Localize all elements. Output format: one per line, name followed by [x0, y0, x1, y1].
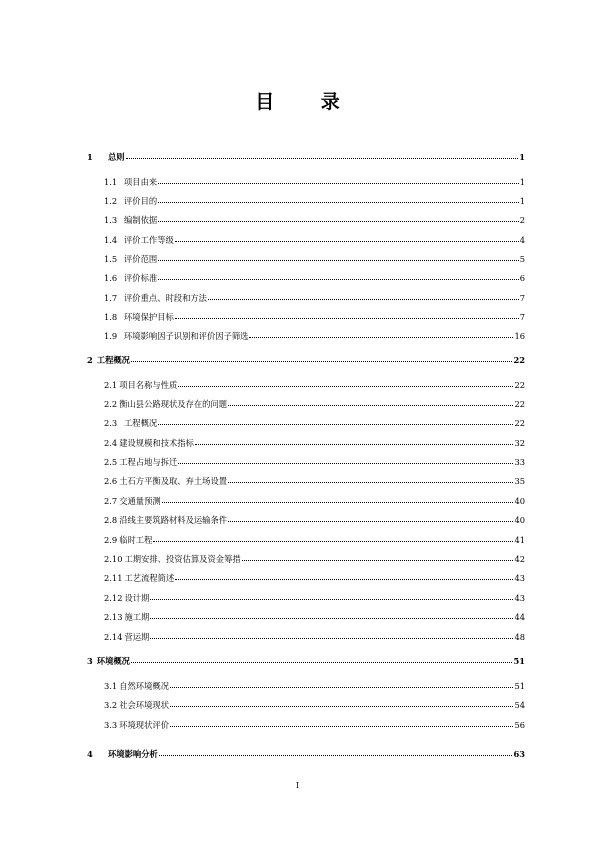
- toc-entry-title: 工艺流程简述: [124, 573, 175, 583]
- toc-entry-title: 环境影响因子识别和评价因子筛选: [124, 331, 249, 341]
- toc-entry-title: 工程占地与拆迁: [119, 457, 178, 467]
- page-number: I: [295, 781, 300, 790]
- toc-entry-title: 设计期: [124, 593, 150, 603]
- toc-entry-page: 51: [513, 656, 525, 666]
- toc-leader-dots: [242, 559, 514, 561]
- toc-leader-dots: [162, 501, 514, 503]
- toc-section-entry[interactable]: [104, 573, 525, 583]
- toc-entry-title: 总则: [108, 152, 125, 162]
- toc-entry-page: 1: [519, 177, 525, 187]
- toc-entry-number: 1.1: [104, 177, 118, 187]
- toc-entry-title: 项目名称与性质: [119, 380, 178, 390]
- toc-entry-number: 2.5: [104, 457, 118, 467]
- toc-entry-page: 22: [513, 355, 525, 365]
- toc-leader-dots: [150, 617, 513, 619]
- toc-section-entry[interactable]: [104, 196, 525, 206]
- toc-entry-page: 43: [514, 593, 525, 603]
- toc-entry-title: 工程概况: [124, 418, 158, 428]
- toc-leader-dots: [158, 423, 513, 425]
- toc-entry-title: 评价目的: [124, 196, 158, 206]
- toc-entry-number: 1.7: [104, 293, 118, 303]
- toc-entry-title: 评价重点、时段和方法: [124, 293, 207, 303]
- toc-leader-dots: [170, 725, 513, 727]
- toc-entry-number: 1.6: [104, 273, 118, 283]
- toc-entry-page: 40: [514, 515, 525, 525]
- toc-chapter-entry[interactable]: [87, 749, 525, 759]
- toc-chapter-entry[interactable]: [87, 152, 525, 162]
- toc-entry-page: 5: [519, 254, 525, 264]
- toc-entry-page: 1: [519, 152, 525, 162]
- toc-section-entry[interactable]: [104, 235, 525, 245]
- toc-entry-title: 衡山县公路现状及存在的问题: [119, 399, 228, 409]
- toc-section-entry[interactable]: [104, 418, 525, 428]
- toc-section-entry[interactable]: [104, 312, 525, 322]
- toc-entry-number: 2.11: [104, 573, 123, 583]
- toc-entry-title: 环境概况: [96, 656, 130, 666]
- toc-entry-number: 2.4: [104, 438, 118, 448]
- toc-entry-title: 建设规模和技术指标: [119, 438, 194, 448]
- toc-entry-page: 54: [514, 700, 525, 710]
- toc-entry-number: 2.13: [104, 612, 123, 622]
- toc-entry-number: 1.8: [104, 312, 118, 322]
- toc-entry-page: 56: [514, 720, 525, 730]
- toc-entry-page: 48: [514, 632, 525, 642]
- toc-chapter-entry[interactable]: [87, 355, 525, 365]
- toc-leader-dots: [158, 259, 519, 261]
- toc-leader-dots: [158, 220, 519, 222]
- toc-leader-dots: [195, 443, 514, 445]
- toc-section-entry[interactable]: [104, 535, 525, 545]
- toc-entry-number: 1.2: [104, 196, 118, 206]
- toc-entry-title: 营运期: [124, 632, 150, 642]
- toc-section-entry[interactable]: [104, 554, 525, 564]
- toc-leader-dots: [150, 598, 513, 600]
- toc-leader-dots: [158, 278, 519, 280]
- toc-entry-title: 社会环境现状: [119, 700, 169, 710]
- toc-entry-title: 评价工作等级: [124, 235, 174, 245]
- toc-entry-page: 1: [519, 196, 525, 206]
- toc-leader-dots: [178, 385, 513, 387]
- toc-section-entry[interactable]: [104, 476, 525, 486]
- toc-entry-number: 2.8: [104, 515, 118, 525]
- toc-entry-title: 环境现状评价: [119, 720, 169, 730]
- toc-entry-page: 2: [519, 215, 525, 225]
- toc-entry-title: 交通量预测: [119, 496, 161, 506]
- toc-entry-page: 22: [514, 380, 525, 390]
- toc-entry-title: 工程概况: [96, 355, 130, 365]
- toc-entry-number: 2.9: [104, 535, 118, 545]
- toc-section-entry[interactable]: [104, 331, 525, 341]
- toc-chapter-entry[interactable]: [87, 656, 525, 666]
- toc-entry-page: 44: [514, 612, 525, 622]
- toc-entry-title: 环境影响分析: [108, 749, 158, 759]
- toc-leader-dots: [175, 317, 519, 319]
- toc-section-entry[interactable]: [104, 612, 525, 622]
- toc-entry-page: 22: [514, 418, 525, 428]
- toc-entry-page: 6: [519, 273, 525, 283]
- toc-leader-dots: [158, 201, 519, 203]
- toc-entry-page: 40: [514, 496, 525, 506]
- toc-leader-dots: [150, 637, 513, 639]
- toc-entry-number: 2: [87, 355, 93, 365]
- toc-section-entry[interactable]: [104, 496, 525, 506]
- toc-entry-number: 1: [87, 152, 93, 162]
- toc-entry-number: 2.3: [104, 418, 118, 428]
- toc-entry-page: 7: [519, 312, 525, 322]
- toc-section-entry[interactable]: [104, 438, 525, 448]
- toc-entry-number: 3.2: [104, 700, 118, 710]
- toc-entry-page: 63: [513, 749, 525, 759]
- toc-entry-title: 编制依据: [124, 215, 158, 225]
- toc-entry-number: 2.10: [104, 554, 123, 564]
- toc-entry-number: 1.9: [104, 331, 118, 341]
- toc-entry-number: 2.6: [104, 476, 118, 486]
- toc-entry-number: 2.14: [104, 632, 123, 642]
- toc-leader-dots: [228, 481, 513, 483]
- toc-entry-page: 35: [514, 476, 525, 486]
- toc-leader-dots: [178, 462, 513, 464]
- toc-section-entry[interactable]: [104, 593, 525, 603]
- toc-entry-title: 评价标准: [124, 273, 158, 283]
- toc-leader-dots: [131, 661, 512, 663]
- toc-section-entry[interactable]: [104, 273, 525, 283]
- toc-entry-number: 2.1: [104, 380, 118, 390]
- toc-leader-dots: [170, 686, 513, 688]
- toc-section-entry[interactable]: [104, 399, 525, 409]
- toc-entry-page: 7: [519, 293, 525, 303]
- toc-entry-number: 1.4: [104, 235, 118, 245]
- toc-leader-dots: [158, 182, 519, 184]
- toc-leader-dots: [131, 360, 512, 362]
- toc-section-entry[interactable]: [104, 254, 525, 264]
- toc-leader-dots: [170, 705, 513, 707]
- toc-leader-dots: [208, 298, 519, 300]
- toc-section-entry[interactable]: [104, 720, 525, 730]
- toc-entry-page: 41: [514, 535, 525, 545]
- toc-entry-number: 3: [87, 656, 93, 666]
- toc-section-entry[interactable]: [104, 632, 525, 642]
- toc-entry-number: 3.3: [104, 720, 118, 730]
- toc-entry-page: 51: [514, 681, 525, 691]
- toc-section-entry[interactable]: [104, 681, 525, 691]
- toc-entry-number: 2.2: [104, 399, 118, 409]
- toc-entry-page: 4: [519, 235, 525, 245]
- toc-section-entry[interactable]: [104, 515, 525, 525]
- toc-entry-title: 土石方平衡及取、弃土场设置: [119, 476, 228, 486]
- toc-entry-number: 1.3: [104, 215, 118, 225]
- toc-section-entry[interactable]: [104, 380, 525, 390]
- toc-entry-title: 环境保护目标: [124, 312, 174, 322]
- toc-entry-title: 工期安排、投资估算及资金筹措: [124, 554, 241, 564]
- toc-entry-title: 沿线主要筑路材料及运输条件: [119, 515, 228, 525]
- toc-entry-number: 2.12: [104, 593, 123, 603]
- toc-section-entry[interactable]: [104, 177, 525, 187]
- toc-entry-title: 施工期: [124, 612, 150, 622]
- toc-entry-page: 22: [514, 399, 525, 409]
- toc-leader-dots: [175, 240, 519, 242]
- toc-leader-dots: [228, 404, 513, 406]
- toc-entry-title: 项目由来: [124, 177, 158, 187]
- toc-entry-page: 16: [514, 331, 525, 341]
- toc-entry-number: 1.5: [104, 254, 118, 264]
- page-title: 目 录: [255, 91, 360, 113]
- toc-section-entry[interactable]: [104, 293, 525, 303]
- toc-leader-dots: [175, 578, 513, 580]
- toc-entry-page: 33: [514, 457, 525, 467]
- toc-entry-title: 评价范围: [124, 254, 158, 264]
- toc-leader-dots: [249, 336, 513, 338]
- toc-entry-title: 临时工程: [119, 535, 153, 545]
- toc-entry-number: 3.1: [104, 681, 118, 691]
- toc-entry-page: 32: [514, 438, 525, 448]
- toc-entry-title: 自然环境概况: [119, 681, 169, 691]
- toc-entry-number: 4: [87, 749, 93, 759]
- toc-section-entry[interactable]: [104, 215, 525, 225]
- toc-section-entry[interactable]: [104, 700, 525, 710]
- toc-leader-dots: [126, 157, 519, 159]
- toc-entry-page: 42: [514, 554, 525, 564]
- toc-leader-dots: [153, 540, 513, 542]
- toc-leader-dots: [228, 520, 513, 522]
- toc-entry-page: 43: [514, 573, 525, 583]
- toc-entry-number: 2.7: [104, 496, 118, 506]
- toc-section-entry[interactable]: [104, 457, 525, 467]
- toc-leader-dots: [159, 754, 513, 756]
